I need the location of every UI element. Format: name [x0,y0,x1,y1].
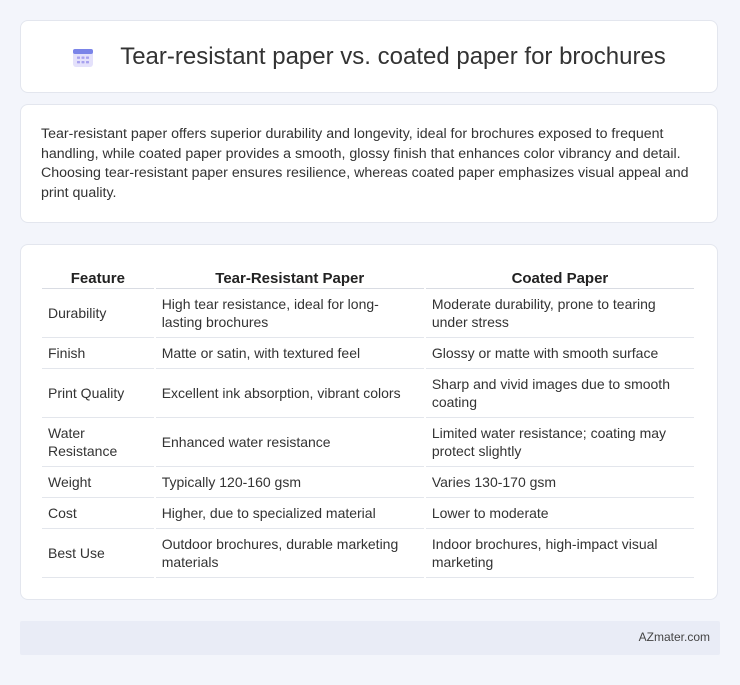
tear-resistant-cell: Excellent ink absorption, vibrant colors [156,369,424,418]
tear-resistant-cell: Enhanced water resistance [156,418,424,467]
column-header-coated: Coated Paper [426,265,694,289]
table-row [42,418,694,467]
coated-cell: Varies 130-170 gsm [426,467,694,498]
footer-brand: AZmater.com [638,630,710,644]
coated-cell: Moderate durability, prone to tearing under stress [426,289,694,338]
feature-cell: Finish [42,338,154,369]
feature-cell: Cost [42,498,154,529]
description-card [20,104,718,223]
page-title: Tear-resistant paper vs. coated paper for brochures [120,42,666,70]
coated-cell: Sharp and vivid images due to smooth coating [426,369,694,418]
comparison-card [20,244,718,600]
table-row [42,289,694,338]
feature-cell: Weight [42,467,154,498]
coated-cell: Glossy or matte with smooth surface [426,338,694,369]
column-header-tear-resistant: Tear-Resistant Paper [156,265,424,289]
coated-cell: Limited water resistance; coating may protect slightly [426,418,694,467]
title-card [20,20,718,93]
calendar-icon [72,46,94,68]
feature-cell: Best Use [42,529,154,578]
table-row [42,529,694,578]
column-header-feature: Feature [42,265,154,289]
feature-cell: Durability [42,289,154,338]
tear-resistant-cell: Matte or satin, with textured feel [156,338,424,369]
comparison-table [40,265,696,578]
coated-cell: Lower to moderate [426,498,694,529]
description-text: Tear-resistant paper offers superior durability and longevity, ideal for brochures exposed to frequent handling, while coated paper provides a smooth, glossy finish that enhances color vibrancy and detail. Choosing tear-resistant paper ensures resilience, whereas coated paper emphasizes visual appeal and print quality. [41,126,689,201]
table-row [42,338,694,369]
table-row [42,498,694,529]
tear-resistant-cell: High tear resistance, ideal for long-lasting brochures [156,289,424,338]
footer-bar [20,621,720,655]
coated-cell: Indoor brochures, high-impact visual marketing [426,529,694,578]
table-row [42,369,694,418]
feature-cell: Print Quality [42,369,154,418]
tear-resistant-cell: Higher, due to specialized material [156,498,424,529]
tear-resistant-cell: Outdoor brochures, durable marketing materials [156,529,424,578]
feature-cell: Water Resistance [42,418,154,467]
tear-resistant-cell: Typically 120-160 gsm [156,467,424,498]
table-header-row [42,265,694,289]
table-row [42,467,694,498]
